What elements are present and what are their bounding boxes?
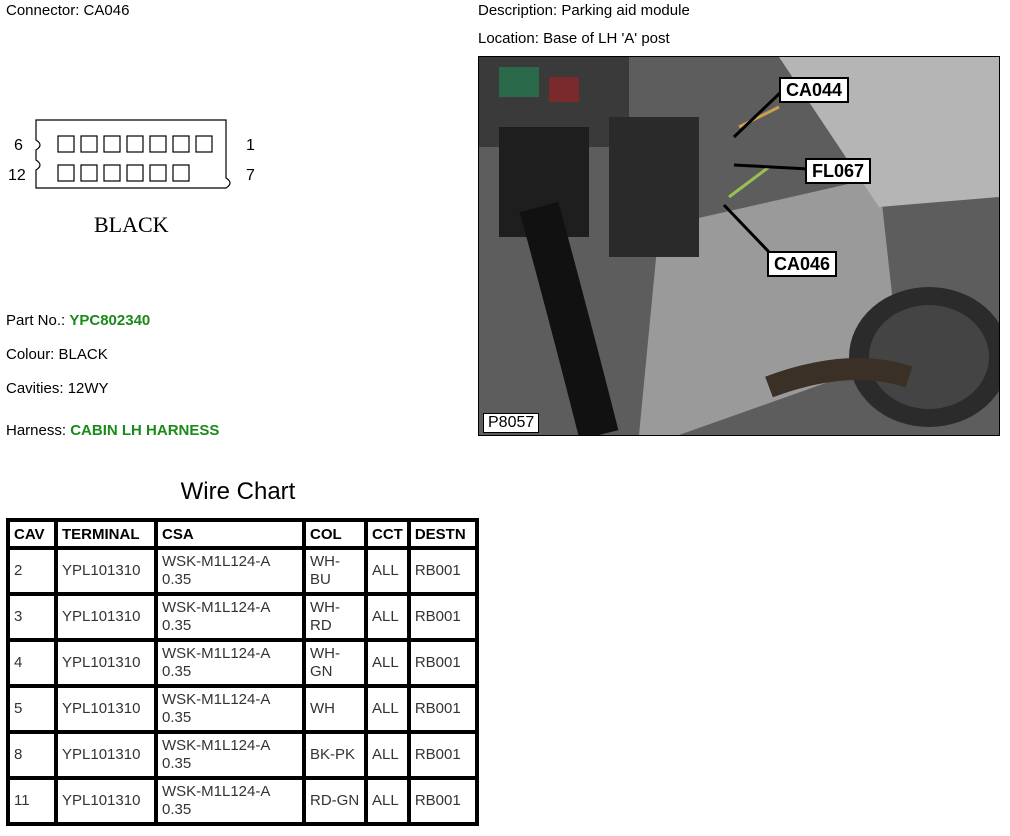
cell-col: WH-RD [304,594,366,640]
cell-destn: RB001 [409,686,477,732]
description-label: Description: [478,2,558,19]
harness-label: Harness: [6,422,67,439]
cell-terminal: YPL101310 [56,640,156,686]
connector-heading [6,2,129,19]
cell-csa: WSK-M1L124-A 0.35 [156,594,304,640]
cell-cav: 11 [8,778,56,824]
colour-label: Colour: [6,346,55,363]
pin-label-1: 1 [246,137,255,154]
description-value: Parking aid module [561,2,690,19]
pin-label-6: 6 [14,137,23,154]
part-number-link[interactable]: YPC802340 [69,312,151,329]
table-row [8,548,477,594]
part-number-label: Part No.: [6,312,66,329]
cell-csa: WSK-M1L124-A 0.35 [156,686,304,732]
colour-line [6,346,108,363]
wire-chart-title: Wire Chart [180,478,296,505]
table-row [8,732,477,778]
colour-value: BLACK [58,346,108,363]
header-csa: CSA [156,520,304,548]
cell-csa: WSK-M1L124-A 0.35 [156,732,304,778]
location-photo [478,56,1000,436]
harness-line [6,422,219,439]
cell-terminal: YPL101310 [56,548,156,594]
wire-chart-table [6,518,479,826]
cell-destn: RB001 [409,548,477,594]
location-value: Base of LH 'A' post [543,30,670,47]
cell-destn: RB001 [409,732,477,778]
cavities-value: 12WY [67,380,109,397]
cell-terminal: YPL101310 [56,686,156,732]
cavities-label: Cavities: [6,380,64,397]
header-destn: DESTN [409,520,477,548]
header-terminal: TERMINAL [56,520,156,548]
cell-terminal: YPL101310 [56,594,156,640]
harness-link[interactable]: CABIN LH HARNESS [70,422,220,439]
header-cav: CAV [8,520,56,548]
location-line [478,30,670,47]
cell-col: RD-GN [304,778,366,824]
table-row [8,594,477,640]
cell-cav: 2 [8,548,56,594]
connector-face-diagram [6,110,266,240]
cell-destn: RB001 [409,640,477,686]
cavity-grid [58,136,212,181]
cell-col: WH-BU [304,548,366,594]
header-col: COL [304,520,366,548]
pin-label-7: 7 [246,167,255,184]
cell-cct: ALL [366,686,409,732]
table-row [8,686,477,732]
location-label: Location: [478,30,539,47]
connector-id: CA046 [83,2,130,19]
cell-cct: ALL [366,594,409,640]
cell-cav: 4 [8,640,56,686]
header-cct: CCT [366,520,409,548]
cell-cav: 8 [8,732,56,778]
description-line [478,2,690,19]
connector-label: Connector: [6,2,80,19]
cell-col: WH [304,686,366,732]
cell-cav: 3 [8,594,56,640]
photo-reference: P8057 [483,413,539,433]
cell-col: WH-GN [304,640,366,686]
cell-cav: 5 [8,686,56,732]
cell-destn: RB001 [409,594,477,640]
table-row [8,778,477,824]
table-row [8,640,477,686]
cavities-line [6,380,109,397]
cell-csa: WSK-M1L124-A 0.35 [156,548,304,594]
callout-ca044: CA044 [779,77,849,103]
cell-terminal: YPL101310 [56,732,156,778]
callout-fl067: FL067 [805,158,871,184]
photo-scene [479,57,999,435]
part-number-line [6,312,150,329]
cell-col: BK-PK [304,732,366,778]
cell-csa: WSK-M1L124-A 0.35 [156,778,304,824]
cell-terminal: YPL101310 [56,778,156,824]
cell-destn: RB001 [409,778,477,824]
cell-cct: ALL [366,732,409,778]
pin-label-12: 12 [8,167,26,184]
connector-colour-caption: BLACK [94,212,169,237]
cell-csa: WSK-M1L124-A 0.35 [156,640,304,686]
cell-cct: ALL [366,640,409,686]
table-header-row [8,520,477,548]
cell-cct: ALL [366,778,409,824]
callout-ca046: CA046 [767,251,837,277]
cell-cct: ALL [366,548,409,594]
